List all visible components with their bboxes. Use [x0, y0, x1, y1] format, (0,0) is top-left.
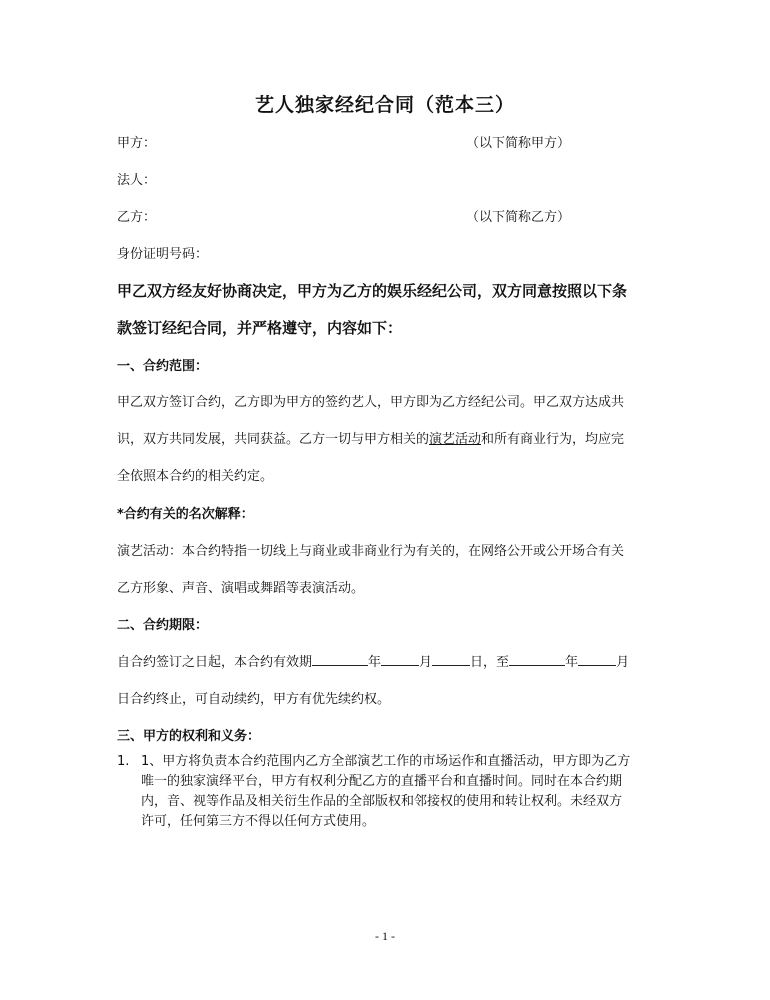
term-month-1: 月 [419, 655, 433, 670]
party-a-label: 甲方： [117, 136, 157, 151]
definitions-line-2: 乙方形象、声音、演唱或舞蹈等表演活动。 [117, 581, 365, 596]
blank-end-year[interactable] [509, 653, 565, 666]
section-2-heading: 二、合约期限： [117, 618, 209, 633]
list-item-line-1: 1、甲方将负责本合约范围内乙方全部演艺工作的市场运作和直播活动，甲方即为乙方 [141, 754, 631, 769]
section-1-line-3: 全依照本合约的相关约定。 [117, 469, 274, 484]
blank-end-month[interactable] [578, 653, 616, 666]
section-1-heading: 一、合约范围： [117, 359, 209, 374]
term-month-2: 月 [616, 655, 630, 670]
term-line-2: 日合约终止，可自动续约，甲方有优先续约权。 [117, 692, 391, 707]
list-item-line-2: 唯一的独家演绎平台，甲方有权利分配乙方的直播平台和直播时间。同时在本合约期 [141, 774, 623, 789]
definitions-heading: *合约有关的名次解释： [117, 507, 254, 522]
blank-start-month[interactable] [381, 653, 419, 666]
blank-start-day[interactable] [432, 653, 470, 666]
document-title: 艺人独家经纪合同（范本三） [254, 94, 515, 116]
section-1-line-2-start: 识，双方共同发展，共同获益。乙方一切与甲方相关的 [117, 432, 430, 447]
id-number-label: 身份证明号码： [117, 247, 209, 262]
term-day-to: 日，至 [470, 655, 510, 670]
term-line-1 [117, 651, 629, 670]
term-year-1: 年 [368, 655, 382, 670]
party-b-label: 乙方： [117, 210, 157, 225]
performance-activity-link[interactable]: 演艺活动 [429, 432, 482, 447]
list-item-line-3: 内，音、视等作品及相关衍生作品的全部版权和邻接权的使用和转让权利。未经双方 [141, 794, 623, 809]
list-item [117, 752, 657, 832]
term-year-2: 年 [565, 655, 579, 670]
intro-line-2: 款签订经纪合同，并严格遵守，内容如下： [117, 319, 403, 337]
section-1-line-2-end: 和所有商业行为，均应完 [481, 432, 625, 447]
list-item-line-4: 许可，任何第三方不得以任何方式使用。 [141, 814, 376, 829]
page-number: - 1 - [375, 929, 395, 943]
section-1-line-2 [117, 428, 624, 447]
section-1-line-1: 甲乙双方签订合约，乙方即为甲方的签约艺人，甲方即为乙方经纪公司。甲乙双方达成共 [117, 395, 625, 410]
party-b-note: （以下简称乙方） [466, 210, 571, 225]
party-a-note: （以下简称甲方） [466, 136, 571, 151]
term-text-start: 自合约签订之日起，本合约有效期 [117, 655, 313, 670]
legal-person-label: 法人： [117, 173, 157, 188]
blank-start-year[interactable] [312, 653, 368, 666]
definitions-line-1: 演艺活动：本合约特指一切线上与商业或非商业行为有关的，在网络公开或公开场合有关 [117, 544, 625, 559]
list-item-number: 1. [117, 754, 130, 769]
intro-line-1: 甲乙双方经友好协商决定，甲方为乙方的娱乐经纪公司，双方同意按照以下条 [117, 282, 628, 300]
section-3-heading: 三、甲方的权利和义务： [117, 729, 261, 744]
